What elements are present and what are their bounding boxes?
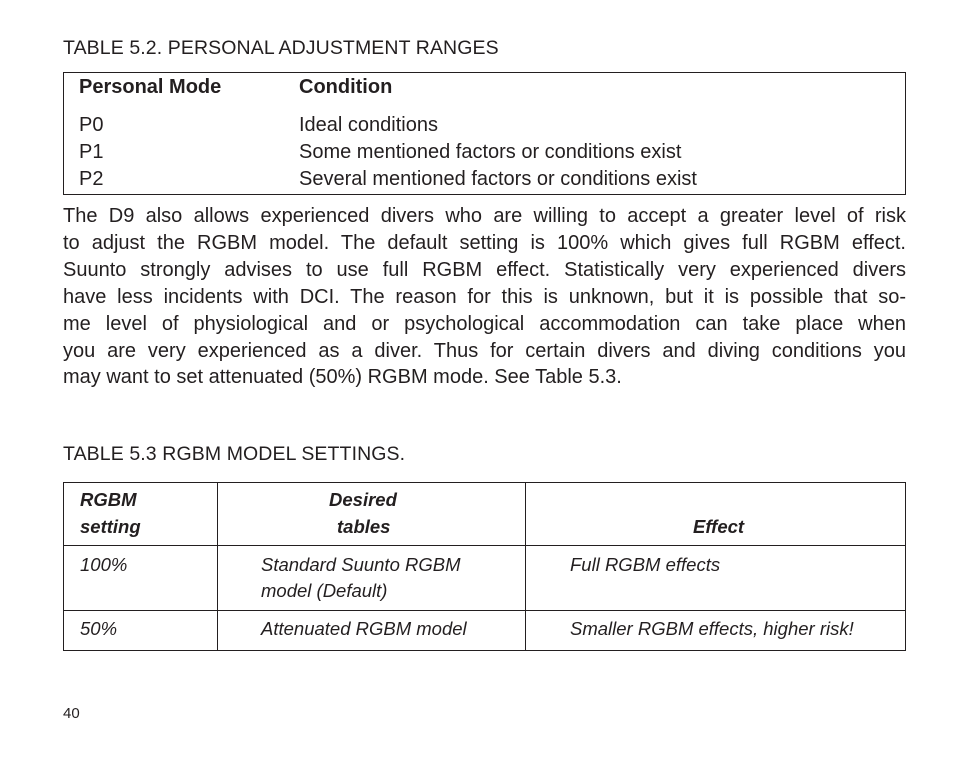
table-row-effect: Full RGBM effects xyxy=(570,554,721,575)
paragraph-line: Suunto strongly advises to use full RGBM effect. Statistically very experienced divers xyxy=(63,258,906,281)
table-row-setting: 100% xyxy=(80,554,128,575)
table-row-mode: P1 xyxy=(79,141,104,163)
paragraph-line: you are very experienced as a diver. Thus for certain divers and diving conditions you xyxy=(63,339,906,362)
table-row-tables: model (Default) xyxy=(261,580,388,601)
table-row-condition: Some mentioned factors or conditions exist xyxy=(299,141,682,163)
column-header-condition: Condition xyxy=(299,76,393,98)
table-5-2-caption: TABLE 5.2. PERSONAL ADJUSTMENT RANGES xyxy=(63,37,499,59)
table-row-mode: P0 xyxy=(79,114,104,136)
column-header-desired-tables: tables xyxy=(337,516,391,537)
table-row-setting: 50% xyxy=(80,618,118,639)
paragraph-line: The D9 also allows experienced divers who are willing to accept a greater level of risk xyxy=(63,205,906,227)
body-paragraph xyxy=(63,203,906,391)
paragraph-line: to adjust the RGBM model. The default setting is 100% which gives full RGBM effect. xyxy=(63,231,906,254)
row-divider xyxy=(64,610,905,611)
column-header-desired-tables: Desired xyxy=(329,489,397,510)
table-row-tables: Standard Suunto RGBM xyxy=(261,554,461,575)
paragraph-line: me level of physiological and or psychological accommodation can take place when xyxy=(63,312,906,335)
column-divider xyxy=(217,483,218,650)
column-header-effect: Effect xyxy=(693,516,745,537)
table-row-condition: Ideal conditions xyxy=(299,114,438,136)
column-header-rgbm-setting: RGBM xyxy=(80,489,137,510)
table-5-3-caption: TABLE 5.3 RGBM MODEL SETTINGS. xyxy=(63,443,406,465)
table-row-condition: Several mentioned factors or conditions exist xyxy=(299,168,697,190)
table-row-mode: P2 xyxy=(79,168,104,190)
table-row-tables: Attenuated RGBM model xyxy=(261,618,467,639)
paragraph-line: have less incidents with DCI. The reason for this is unknown, but it is possible that so- xyxy=(63,285,906,308)
column-header-rgbm-setting: setting xyxy=(80,516,141,537)
row-divider xyxy=(64,545,905,546)
column-divider xyxy=(525,483,526,650)
column-header-personal-mode: Personal Mode xyxy=(79,76,222,98)
paragraph-line: may want to set attenuated (50%) RGBM mode. See Table 5.3. xyxy=(63,366,622,389)
rgbm-settings-table xyxy=(63,482,906,651)
personal-adjustment-table xyxy=(63,72,906,195)
table-row-effect: Smaller RGBM effects, higher risk! xyxy=(570,618,854,639)
page-number: 40 xyxy=(63,705,80,722)
